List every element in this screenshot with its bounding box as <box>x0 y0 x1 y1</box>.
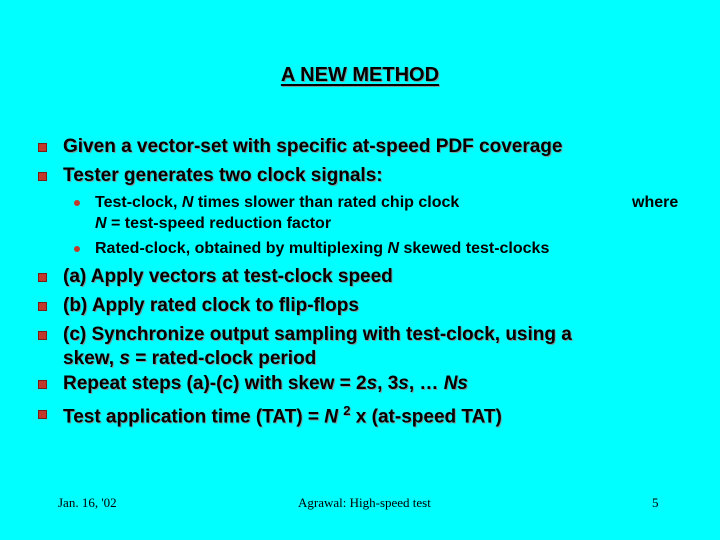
sub-bullet-where: where <box>632 194 679 211</box>
bullet-square-icon <box>38 273 47 282</box>
bullet-square-icon <box>38 172 47 181</box>
bullet-square-icon <box>38 331 47 340</box>
bullet-square-icon <box>38 143 47 152</box>
bullet-step-c-cont: skew, s = rated-clock period <box>63 348 317 369</box>
bullet-step-b: (b) Apply rated clock to flip-flops <box>63 295 359 316</box>
slide-title: A NEW METHOD <box>280 64 440 86</box>
bullet-given-vector-set: Given a vector-set with specific at-speed PDF coverage <box>63 136 563 157</box>
bullet-repeat-steps: Repeat steps (a)-(c) with skew = 2s, 3s, … Ns <box>63 373 468 394</box>
bullet-step-c: (c) Synchronize output sampling with test-clock, using a <box>63 324 572 345</box>
bullet-tester-generates: Tester generates two clock signals: <box>63 165 383 186</box>
footer-title: Agrawal: High-speed test <box>298 495 431 510</box>
sub-bullet-test-clock-cont: N = test-speed reduction factor <box>95 215 332 232</box>
bullet-dot-icon <box>74 246 80 252</box>
bullet-square-icon <box>38 380 47 389</box>
bullet-dot-icon <box>74 200 80 206</box>
bullet-square-icon <box>38 410 47 419</box>
bullet-step-a: (a) Apply vectors at test-clock speed <box>63 266 393 287</box>
sub-bullet-rated-clock: Rated-clock, obtained by multiplexing N skewed test-clocks <box>95 240 550 257</box>
sub-bullet-test-clock: Test-clock, N times slower than rated chip clock <box>95 194 460 211</box>
bullet-square-icon <box>38 302 47 311</box>
bullet-tat: Test application time (TAT) = N $^2$ x (at-speed TAT) <box>63 403 502 428</box>
footer-date: Jan. 16, '02 <box>58 495 117 510</box>
footer-page-number: 5 <box>652 495 659 510</box>
